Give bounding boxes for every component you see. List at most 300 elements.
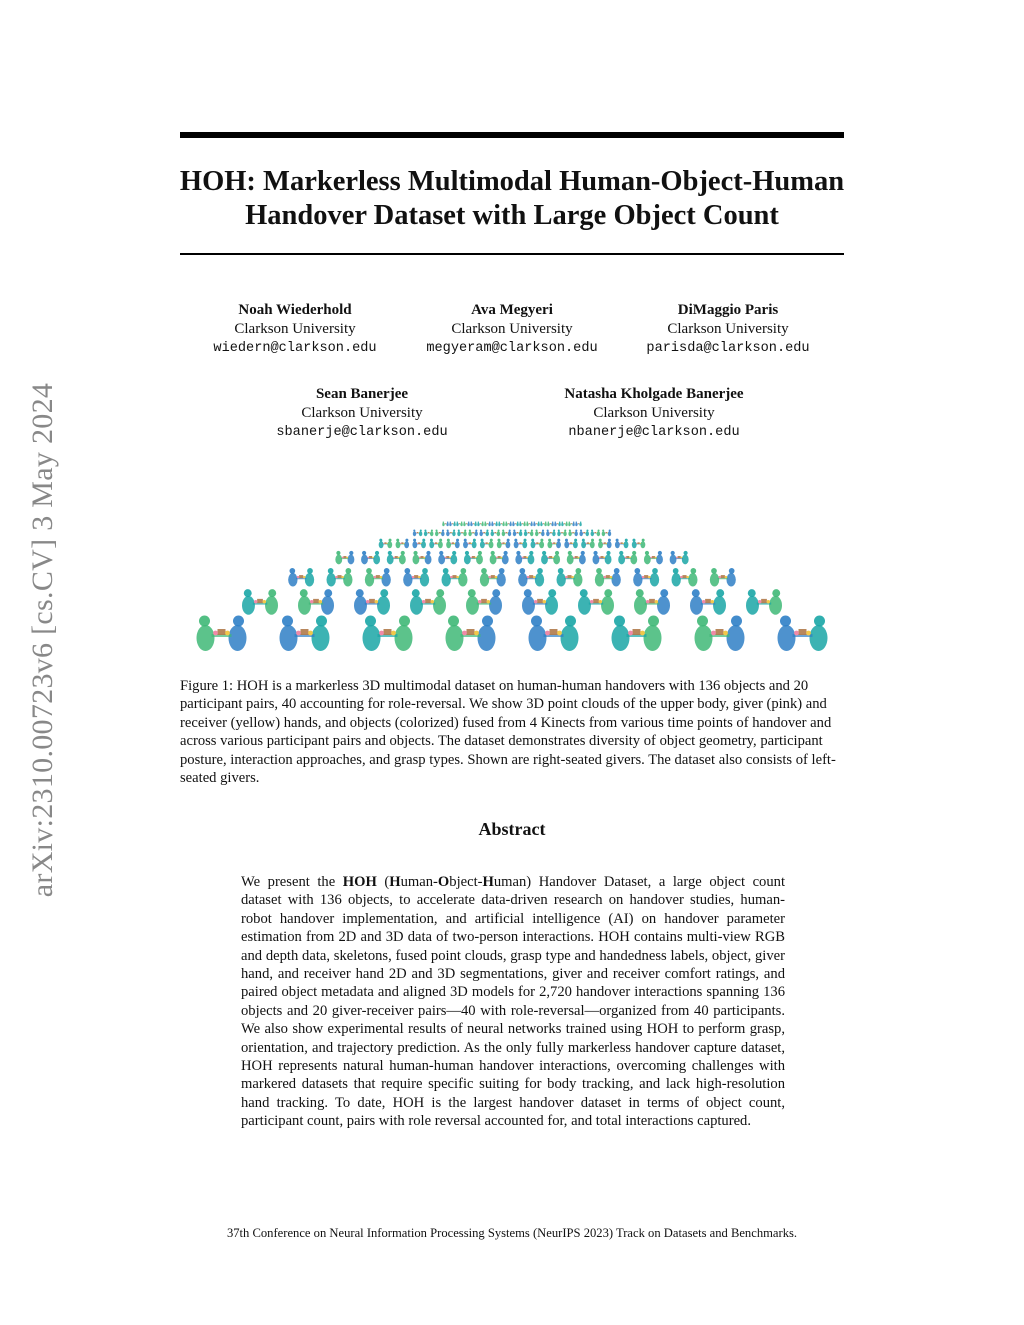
object-mark [498, 556, 501, 558]
receiver-hand-mark [429, 532, 430, 533]
giver-body-mark [557, 573, 566, 587]
receiver-head-mark [316, 616, 327, 627]
receiver-head-mark [658, 551, 662, 555]
receiver-body-mark [343, 573, 352, 587]
giver-hand-mark [570, 523, 571, 524]
object-mark [536, 523, 537, 524]
object-mark [799, 629, 807, 635]
receiver-body-mark [516, 523, 518, 526]
giver-hand-mark [483, 532, 484, 533]
giver-body-mark [519, 523, 521, 526]
receiver-hand-mark [681, 557, 683, 559]
receiver-head-mark [454, 522, 455, 523]
receiver-body-mark [688, 573, 697, 587]
receiver-hand-mark [589, 543, 590, 544]
giver-head-mark [457, 522, 458, 523]
giver-body-mark [446, 541, 451, 548]
receiver-body-mark [481, 523, 483, 526]
giver-body-mark [541, 555, 548, 565]
giver-body-mark [498, 523, 500, 526]
object-mark [523, 556, 526, 558]
receiver-head-mark [538, 522, 539, 523]
receiver-body-mark [590, 541, 595, 548]
giver-hand-mark [572, 532, 573, 533]
giver-body-mark [396, 541, 401, 548]
receiver-head-mark [324, 589, 332, 597]
giver-hand-mark [552, 543, 553, 544]
abstract-bject: bject- [449, 874, 483, 890]
receiver-head-mark [729, 568, 735, 574]
giver-hand-mark [619, 543, 620, 544]
giver-head-mark [450, 522, 451, 523]
receiver-head-mark [268, 589, 276, 597]
object-mark [567, 575, 571, 578]
giver-hand-mark [711, 631, 716, 636]
giver-head-mark [413, 551, 417, 555]
receiver-head-mark [575, 568, 581, 574]
receiver-hand-mark [375, 600, 378, 603]
title-rule-bottom [180, 253, 844, 255]
receiver-hand-mark [599, 600, 602, 603]
receiver-hand-mark [488, 523, 489, 524]
giver-body-mark [410, 596, 423, 615]
giver-head-mark [412, 589, 420, 597]
object-mark [472, 532, 474, 533]
giver-hand-mark [400, 543, 401, 544]
giver-hand-mark [535, 543, 536, 544]
receiver-head-mark [489, 522, 490, 523]
receiver-head-mark [503, 522, 504, 523]
receiver-hand-mark [488, 543, 489, 544]
giver-body-mark [746, 596, 759, 615]
giver-body-mark [612, 625, 630, 651]
object-mark [515, 523, 516, 524]
giver-body-mark [581, 541, 586, 548]
receiver-hand-mark [341, 576, 343, 578]
receiver-body-mark [321, 596, 334, 615]
giver-hand-mark [577, 523, 578, 524]
receiver-body-mark [387, 541, 392, 548]
receiver-head-mark [524, 522, 525, 523]
receiver-body-mark [495, 523, 497, 526]
author-block [175, 301, 415, 358]
receiver-head-mark [652, 568, 658, 574]
giver-body-mark [280, 625, 298, 651]
receiver-hand-mark [579, 523, 580, 524]
receiver-body-mark [395, 625, 413, 651]
giver-head-mark [289, 568, 295, 574]
giver-head-mark [591, 529, 593, 531]
abstract-text [241, 873, 785, 1131]
receiver-hand-mark [596, 532, 597, 533]
receiver-hand-mark [386, 543, 387, 544]
giver-hand-mark [518, 543, 519, 544]
giver-head-mark [502, 529, 504, 531]
giver-hand-mark [528, 523, 529, 524]
giver-hand-mark [556, 523, 557, 524]
receiver-head-mark [537, 568, 543, 574]
object-mark [481, 599, 487, 603]
receiver-hand-mark [453, 523, 454, 524]
giver-hand-mark [625, 557, 627, 559]
receiver-body-mark [545, 596, 558, 615]
receiver-body-mark [539, 541, 544, 548]
receiver-body-mark [630, 555, 637, 565]
receiver-body-mark [478, 625, 496, 651]
giver-body-mark [514, 541, 519, 548]
giver-head-mark [282, 616, 293, 627]
receiver-hand-mark [552, 532, 553, 533]
object-mark [621, 542, 623, 544]
title-line-1: HOH: Markerless Multimodal Human-Object-Human [179, 166, 845, 197]
receiver-body-mark [574, 531, 577, 536]
giver-body-mark [442, 523, 444, 526]
giver-head-mark [497, 539, 500, 542]
author-affiliation: Clarkson University [451, 321, 573, 337]
author-name: Sean Banerjee [315, 386, 409, 402]
giver-hand-mark [383, 543, 384, 544]
giver-head-mark [632, 539, 635, 542]
receiver-body-mark [611, 573, 620, 587]
giver-head-mark [499, 522, 500, 523]
giver-head-mark [362, 551, 366, 555]
receiver-head-mark [453, 529, 455, 531]
object-mark [343, 556, 346, 558]
giver-body-mark [513, 531, 516, 536]
receiver-body-mark [505, 541, 510, 548]
receiver-hand-mark [485, 532, 486, 533]
giver-hand-mark [521, 523, 522, 524]
receiver-head-mark [456, 539, 459, 542]
giver-head-mark [562, 522, 563, 523]
receiver-body-mark [644, 625, 662, 651]
giver-head-mark [748, 589, 756, 597]
receiver-head-mark [401, 551, 405, 555]
receiver-head-mark [399, 616, 410, 627]
receiver-head-mark [345, 568, 351, 574]
giver-body-mark [598, 541, 603, 548]
giver-body-mark [480, 541, 485, 548]
receiver-hand-mark [263, 600, 266, 603]
receiver-hand-mark [449, 557, 451, 559]
giver-hand-mark [590, 600, 593, 603]
receiver-head-mark [431, 529, 433, 531]
receiver-head-mark [482, 616, 493, 627]
receiver-head-mark [507, 539, 510, 542]
giver-body-mark [413, 531, 416, 536]
giver-hand-mark [794, 631, 799, 636]
receiver-body-mark [657, 596, 670, 615]
author-name: Natasha Kholgade Banerjee [564, 386, 744, 402]
giver-head-mark [478, 522, 479, 523]
receiver-body-mark [573, 541, 578, 548]
receiver-hand-mark [767, 600, 770, 603]
giver-hand-mark [419, 557, 421, 559]
giver-head-mark [645, 551, 649, 555]
giver-head-mark [464, 539, 467, 542]
receiver-body-mark [579, 555, 586, 565]
receiver-body-mark [421, 541, 426, 548]
receiver-body-mark [441, 531, 444, 536]
author-affiliation: Clarkson University [234, 321, 356, 337]
giver-body-mark [618, 555, 625, 565]
giver-body-mark [575, 523, 577, 526]
giver-body-mark [526, 523, 528, 526]
receiver-hand-mark [530, 523, 531, 524]
giver-hand-mark [417, 543, 418, 544]
giver-head-mark [780, 616, 791, 627]
giver-hand-mark [412, 576, 414, 578]
giver-body-mark [633, 573, 642, 587]
author-affiliation: Clarkson University [667, 321, 789, 337]
conference-footer: 37th Conference on Neural Information Processing Systems (NeurIPS 2023) Track on Datasets and Benchmarks. [226, 1226, 798, 1240]
giver-body-mark [529, 625, 547, 651]
receiver-body-mark [467, 523, 469, 526]
receiver-head-mark [520, 529, 522, 531]
receiver-hand-mark [467, 523, 468, 524]
giver-head-mark [619, 551, 623, 555]
object-mark [549, 556, 552, 558]
giver-head-mark [516, 551, 520, 555]
giver-body-mark [468, 531, 471, 536]
author-name: Noah Wiederhold [238, 302, 352, 318]
giver-head-mark [424, 529, 426, 531]
receiver-hand-mark [655, 557, 657, 559]
object-mark [593, 599, 599, 603]
receiver-hand-mark [456, 576, 458, 578]
giver-head-mark [568, 551, 572, 555]
giver-head-mark [458, 529, 460, 531]
giver-hand-mark [470, 557, 472, 559]
receiver-body-mark [572, 523, 574, 526]
abstract-lead: We present the [241, 874, 343, 890]
author-block [534, 385, 774, 442]
giver-body-mark [242, 596, 255, 615]
title-rule-top [180, 132, 844, 138]
receiver-body-mark [496, 573, 505, 587]
receiver-body-mark [305, 573, 314, 587]
receiver-hand-mark [454, 543, 455, 544]
receiver-body-mark [450, 555, 457, 565]
object-mark [678, 556, 681, 558]
receiver-head-mark [772, 589, 780, 597]
receiver-body-mark [544, 523, 546, 526]
receiver-body-mark [265, 596, 278, 615]
giver-head-mark [536, 529, 538, 531]
object-mark [495, 532, 497, 533]
receiver-body-mark [229, 625, 247, 651]
object-mark [570, 542, 572, 544]
receiver-hand-mark [372, 557, 374, 559]
receiver-body-mark [530, 523, 532, 526]
receiver-hand-mark [538, 543, 539, 544]
giver-head-mark [711, 568, 717, 574]
giver-hand-mark [549, 532, 550, 533]
receiver-body-mark [537, 523, 539, 526]
object-mark [435, 542, 437, 544]
giver-head-mark [558, 529, 560, 531]
giver-body-mark [446, 625, 464, 651]
receiver-body-mark [472, 541, 477, 548]
object-mark [761, 599, 767, 603]
receiver-head-mark [509, 529, 511, 531]
receiver-hand-mark [474, 532, 475, 533]
author-name: Ava Megyeri [471, 302, 553, 318]
giver-head-mark [413, 539, 416, 542]
giver-body-mark [491, 531, 494, 536]
receiver-body-mark [463, 531, 466, 536]
receiver-hand-mark [398, 557, 400, 559]
giver-head-mark [199, 616, 210, 627]
giver-hand-mark [450, 576, 452, 578]
object-mark [587, 542, 589, 544]
receiver-head-mark [609, 529, 611, 531]
receiver-head-mark [552, 522, 553, 523]
object-mark [553, 542, 555, 544]
giver-head-mark [300, 589, 308, 597]
giver-body-mark [672, 573, 681, 587]
receiver-head-mark [564, 529, 566, 531]
giver-body-mark [512, 523, 514, 526]
object-mark [502, 542, 504, 544]
receiver-body-mark [497, 531, 500, 536]
receiver-body-mark [726, 573, 735, 587]
author-email: sbanerje@clarkson.edu [276, 425, 448, 440]
object-mark [483, 532, 485, 533]
receiver-head-mark [473, 539, 476, 542]
receiver-hand-mark [495, 523, 496, 524]
giver-head-mark [366, 568, 372, 574]
giver-head-mark [448, 616, 459, 627]
giver-hand-mark [479, 523, 480, 524]
receiver-head-mark [426, 551, 430, 555]
giver-hand-mark [462, 631, 467, 636]
teaser-figure [180, 510, 844, 670]
object-mark [417, 532, 419, 533]
receiver-hand-mark [686, 576, 688, 578]
giver-head-mark [565, 539, 568, 542]
giver-body-mark [533, 523, 535, 526]
giver-head-mark [506, 522, 507, 523]
object-mark [480, 523, 481, 524]
giver-head-mark [569, 529, 571, 531]
giver-hand-mark [500, 523, 501, 524]
object-mark [467, 629, 475, 635]
giver-hand-mark [379, 631, 384, 636]
author-block [242, 385, 482, 442]
object-mark [401, 542, 403, 544]
giver-hand-mark [458, 523, 459, 524]
giver-hand-mark [680, 576, 682, 578]
giver-head-mark [527, 522, 528, 523]
giver-hand-mark [586, 543, 587, 544]
giver-hand-mark [594, 532, 595, 533]
receiver-body-mark [519, 531, 522, 536]
receiver-head-mark [540, 539, 543, 542]
giver-hand-mark [493, 523, 494, 524]
giver-hand-mark [514, 523, 515, 524]
giver-body-mark [547, 541, 552, 548]
object-mark [571, 523, 572, 524]
giver-hand-mark [603, 576, 605, 578]
author-email: nbanerje@clarkson.edu [568, 425, 740, 440]
giver-hand-mark [599, 557, 601, 559]
giver-hand-mark [451, 523, 452, 524]
object-mark [705, 599, 711, 603]
giver-body-mark [480, 573, 489, 587]
giver-head-mark [443, 568, 449, 574]
giver-hand-mark [573, 557, 575, 559]
giver-body-mark [446, 531, 449, 536]
object-mark [682, 575, 686, 578]
giver-body-mark [578, 596, 591, 615]
giver-hand-mark [583, 532, 584, 533]
giver-body-mark [690, 596, 703, 615]
object-mark [257, 599, 263, 603]
giver-head-mark [634, 568, 640, 574]
giver-hand-mark [373, 576, 375, 578]
receiver-hand-mark [440, 532, 441, 533]
giver-body-mark [335, 555, 342, 565]
giver-body-mark [567, 555, 574, 565]
receiver-head-mark [492, 589, 500, 597]
object-mark [557, 523, 558, 524]
giver-head-mark [379, 539, 382, 542]
giver-hand-mark [449, 532, 450, 533]
object-mark [536, 542, 538, 544]
giver-head-mark [580, 589, 588, 597]
object-mark [384, 542, 386, 544]
giver-hand-mark [535, 523, 536, 524]
receiver-body-mark [433, 596, 446, 615]
receiver-body-mark [573, 573, 582, 587]
receiver-hand-mark [806, 631, 811, 636]
receiver-body-mark [348, 555, 355, 565]
giver-body-mark [632, 541, 637, 548]
receiver-head-mark [420, 529, 422, 531]
giver-body-mark [540, 523, 542, 526]
receiver-head-mark [625, 539, 628, 542]
object-mark [469, 542, 471, 544]
giver-hand-mark [366, 600, 369, 603]
object-mark [418, 542, 420, 544]
giver-hand-mark [496, 557, 498, 559]
giver-body-mark [710, 573, 719, 587]
giver-head-mark [558, 568, 564, 574]
giver-body-mark [457, 531, 460, 536]
object-mark [528, 532, 530, 533]
receiver-head-mark [531, 529, 533, 531]
giver-body-mark [463, 541, 468, 548]
receiver-head-mark [553, 529, 555, 531]
giver-hand-mark [549, 523, 550, 524]
giver-hand-mark [367, 557, 369, 559]
object-mark [652, 556, 655, 558]
giver-head-mark [481, 539, 484, 542]
giver-hand-mark [527, 576, 529, 578]
receiver-body-mark [312, 625, 330, 651]
giver-hand-mark [434, 543, 435, 544]
object-mark [486, 542, 488, 544]
giver-head-mark [514, 539, 517, 542]
receiver-head-mark [442, 529, 444, 531]
giver-body-mark [561, 523, 563, 526]
giver-head-mark [555, 522, 556, 523]
paper-title [160, 165, 864, 233]
receiver-body-mark [502, 523, 504, 526]
receiver-head-mark [529, 551, 533, 555]
giver-body-mark [670, 555, 677, 565]
